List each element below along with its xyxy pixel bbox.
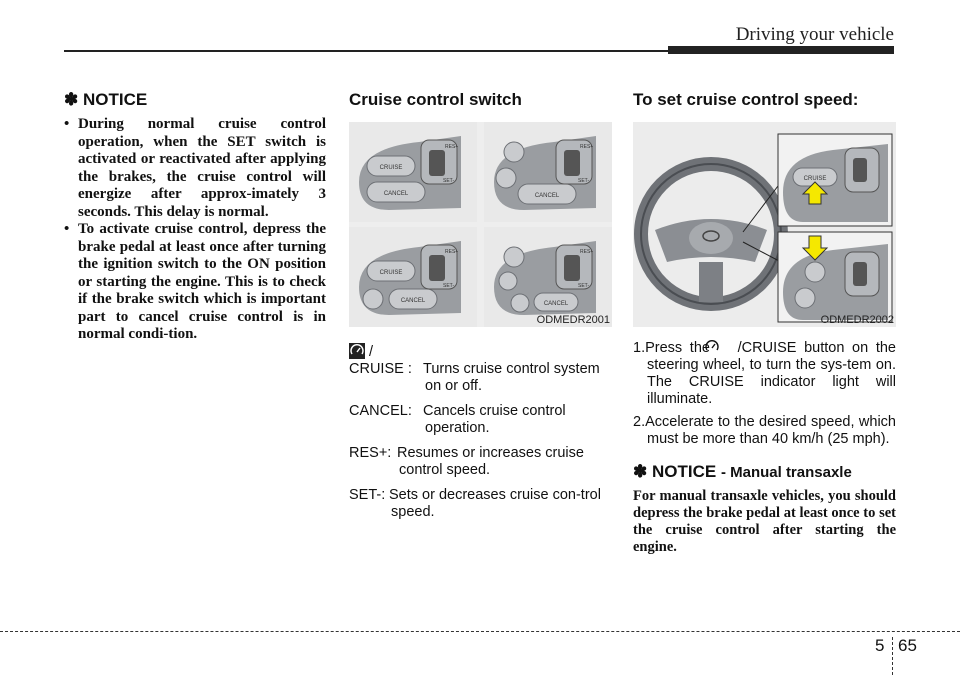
cruise-icon [718, 339, 734, 355]
set-speed-column [633, 90, 896, 556]
figure-code: ODMEDR2001 [536, 314, 610, 326]
desc-cancel: CANCEL: Cancels cruise control operation. [349, 403, 566, 436]
switch-descriptions [349, 343, 612, 521]
header-rule [64, 50, 672, 52]
chapter-number: 5 [875, 636, 885, 655]
svg-text:SET-: SET- [578, 178, 590, 184]
cruise-icon [349, 343, 365, 359]
switch-panel-icon-alt [484, 227, 612, 327]
cruise-switch-column [349, 90, 612, 529]
notice-column [64, 90, 326, 344]
footer-rule [0, 631, 960, 632]
notice-heading: ✽ NOTICE [64, 90, 148, 109]
svg-text:SET-: SET- [578, 283, 590, 289]
svg-text:RES+: RES+ [445, 249, 459, 255]
svg-text:RES+: RES+ [445, 144, 459, 150]
svg-text:RES+: RES+ [580, 249, 594, 255]
cruise-switch-figure [349, 122, 612, 327]
figure-code: ODMEDR2002 [820, 314, 894, 326]
svg-text:CRUISE: CRUISE [379, 270, 403, 276]
svg-text:CANCEL: CANCEL [543, 301, 569, 307]
svg-text:CRUISE: CRUISE [803, 176, 827, 182]
switch-panel-cruise [349, 122, 477, 222]
manual-notice-heading: ✽ NOTICE - Manual transaxle [633, 462, 852, 481]
svg-text:CRUISE: CRUISE [379, 165, 403, 171]
cruise-switch-heading: Cruise control switch [349, 90, 522, 109]
set-speed-heading: To set cruise control speed: [633, 90, 859, 109]
step-1: 1.Press the /CRUISE button on the steering wheel, to turn the sys-tem on. The CRUISE indicator light will illuminate. [633, 340, 896, 407]
svg-text:SET-: SET- [443, 283, 455, 289]
set-speed-steps [633, 339, 896, 448]
switch-panel-cruise-alt [349, 227, 477, 327]
notice-bullets [64, 116, 326, 344]
desc-cruise: / CRUISE : Turns cruise control system on or off. [349, 344, 600, 394]
desc-res: RES+: Resumes or increases cruise control speed. [349, 445, 584, 478]
svg-text:CANCEL: CANCEL [534, 193, 560, 199]
page-number: 65 [898, 636, 917, 655]
notice-bullet: • During normal cruise control operation, when the SET switch is activated or reactivated after applying the brakes, the cruise control will energize after approx-imately 3 seconds. This delay is normal. [64, 116, 326, 220]
desc-set: SET-: Sets or decreases cruise con-trol speed. [349, 487, 601, 520]
switch-panel-icon [484, 122, 612, 222]
header-title: Driving your vehicle [735, 24, 894, 45]
header-bar [668, 46, 894, 54]
step-2: 2.Accelerate to the desired speed, which must be more than 40 km/h (25 mph). [633, 414, 896, 447]
svg-text:RES+: RES+ [580, 144, 594, 150]
steering-wheel-figure [633, 122, 896, 327]
svg-text:CANCEL: CANCEL [400, 298, 426, 304]
manual-notice-body: For manual transaxle vehicles, you should depress the brake pedal at least once to set the cruise control after starting the engine. [633, 488, 896, 555]
svg-text:SET-: SET- [443, 178, 455, 184]
page-separator [892, 637, 894, 675]
svg-text:CANCEL: CANCEL [383, 191, 409, 197]
notice-bullet: • To activate cruise control, depress the brake pedal at least once after turning the ignition switch to the ON position or starting the engine. This is to check if the brake switch which is important part to cancel cruise control is in normal condi-tion. [64, 221, 326, 342]
